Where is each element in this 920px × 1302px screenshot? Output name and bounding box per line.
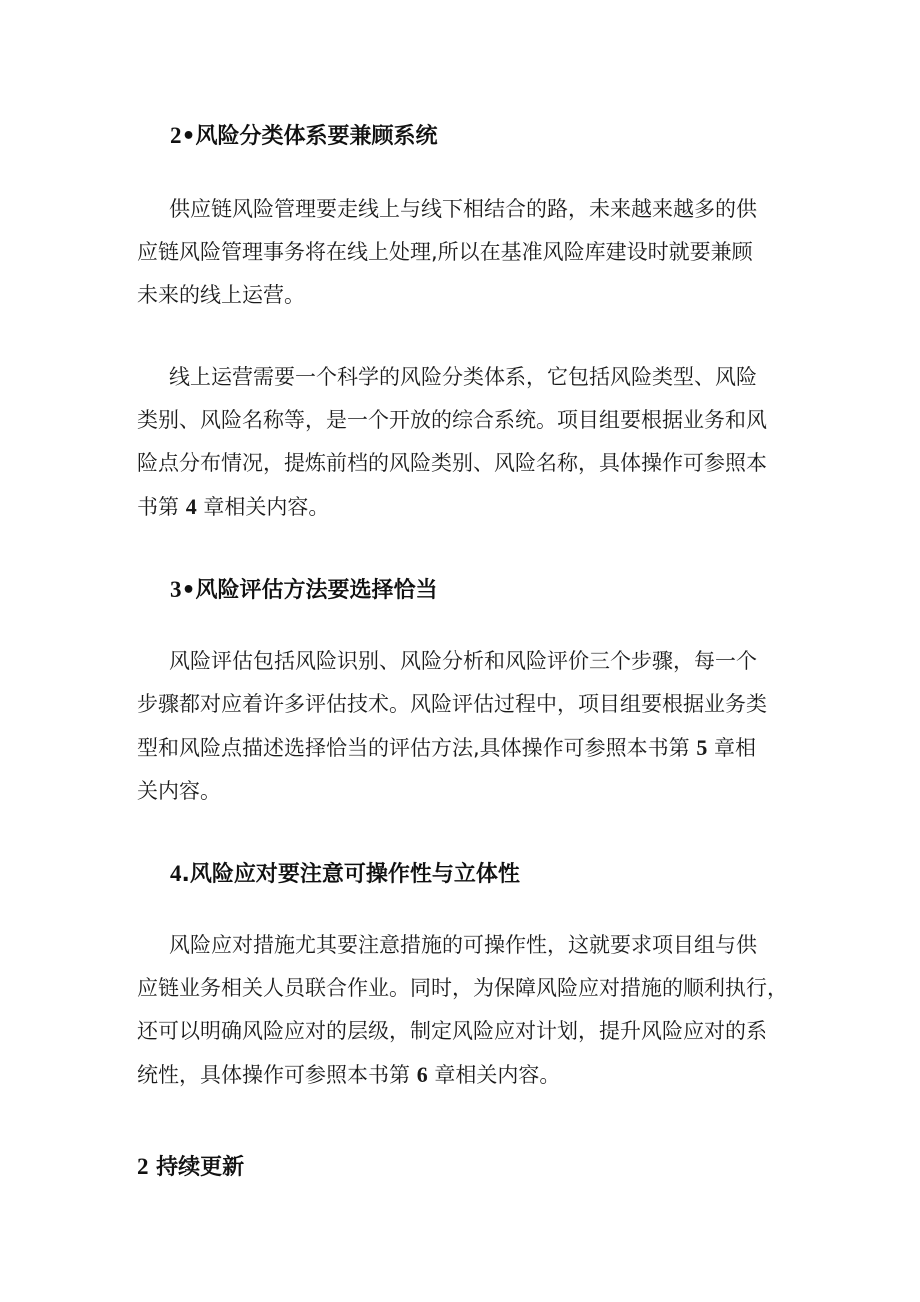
- text-line: [137, 1053, 787, 1097]
- section-title: •风险评估方法要选择恰当: [181, 578, 438, 603]
- section-title: .风险应对要注意可操作性与立体性: [181, 862, 520, 887]
- text-line: [137, 485, 787, 529]
- chapter-number: 4: [185, 494, 197, 519]
- paragraph: [137, 356, 787, 529]
- chapter-heading-number: 2: [137, 1154, 149, 1179]
- section-title: •风险分类体系要兼顾系统: [181, 124, 438, 149]
- section-heading-4: [170, 859, 520, 890]
- chapter-heading: [137, 1152, 244, 1183]
- chapter-heading-title: 持续更新: [148, 1155, 245, 1180]
- text-fragment: 章相关内容。: [427, 1063, 561, 1087]
- text-fragment: 统性，具体操作可参照本书第: [137, 1063, 417, 1087]
- text-line: 类别、风险名称等，是一个开放的综合系统。项目组要根据业务和风: [137, 408, 767, 432]
- text-line: 未来的线上运营。: [137, 283, 305, 307]
- chapter-number: 5: [696, 735, 708, 760]
- paragraph: [137, 188, 787, 317]
- section-number: 3: [170, 577, 182, 602]
- text-line: 供应链风险管理要走线上与线下相结合的路，未来越来越多的供: [169, 197, 757, 221]
- text-fragment: 型和风险点描述选择恰当的评估方法,具体操作可参照本书第: [137, 736, 697, 760]
- text-line: 风险评估包括风险识别、风险分析和风险评价三个步骤，每一个: [169, 649, 757, 673]
- section-heading-3: [170, 575, 438, 606]
- text-line: [137, 726, 787, 770]
- text-line: 应链业务相关人员联合作业。同时，为保障风险应对措施的顺利执行，: [137, 976, 788, 1000]
- text-line: 关内容。: [137, 779, 221, 803]
- paragraph: [137, 924, 787, 1097]
- section-number: 2: [170, 123, 182, 148]
- text-line: 风险应对措施尤其要注意措施的可操作性，这就要求项目组与供: [169, 933, 757, 957]
- text-line: 线上运营需要一个科学的风险分类体系，它包括风险类型、风险: [169, 365, 757, 389]
- chapter-number: 6: [416, 1062, 428, 1087]
- paragraph: [137, 640, 787, 813]
- text-fragment: 章相: [707, 736, 757, 760]
- text-line: 应链风险管理事务将在线上处理,所以在基准风险库建设时就要兼顾: [137, 240, 753, 264]
- text-line: 险点分布情况，提炼前档的风险类别、风险名称，具体操作可参照本: [137, 451, 767, 475]
- section-heading-2: [170, 121, 438, 152]
- section-number: 4: [170, 861, 182, 886]
- text-line: 还可以明确风险应对的层级，制定风险应对计划，提升风险应对的系: [137, 1019, 767, 1043]
- text-fragment: 章相关内容。: [196, 495, 330, 519]
- text-line: 步骤都对应着许多评估技术。风险评估过程中，项目组要根据业务类: [137, 692, 767, 716]
- text-fragment: 书第: [137, 495, 186, 519]
